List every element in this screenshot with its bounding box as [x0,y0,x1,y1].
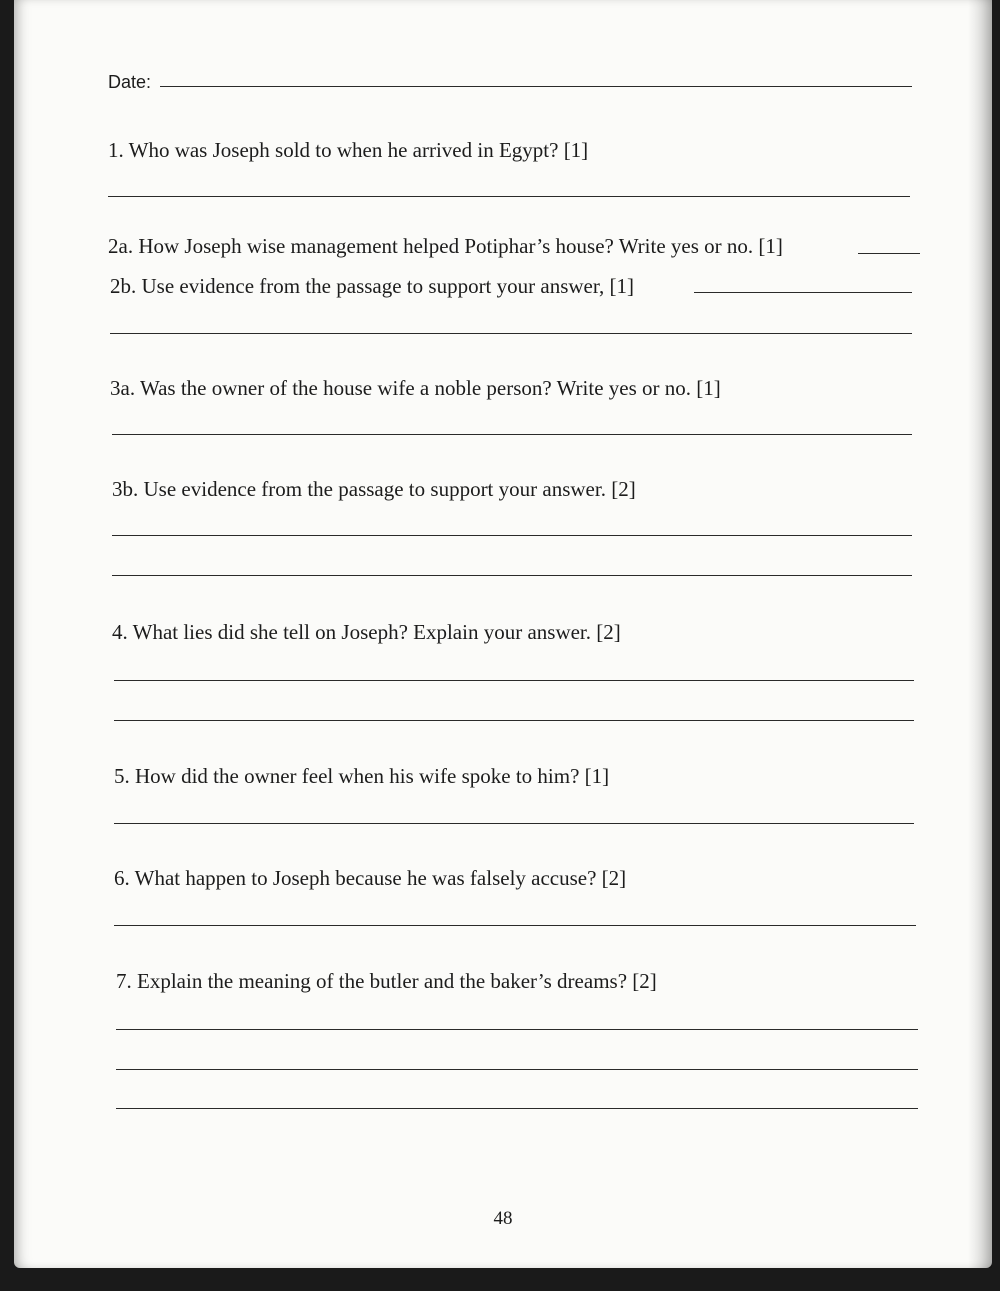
page-number: 48 [493,1208,513,1229]
question-3a: 3a. Was the owner of the house wife a noble person? Write yes or no. [1] [110,376,721,400]
question-1: 1. Who was Joseph sold to when he arrived in Egypt? [1] [108,138,589,162]
answer-line-3a[interactable] [112,434,912,435]
question-2b: 2b. Use evidence from the passage to support your answer, [1] [110,274,635,298]
answer-line-4-2[interactable] [114,720,914,721]
answer-line-6[interactable] [114,925,916,926]
answer-line-3b-2[interactable] [112,575,912,576]
question-3b: 3b. Use evidence from the passage to support your answer. [2] [112,477,636,501]
question-4: 4. What lies did she tell on Joseph? Explain your answer. [2] [112,620,621,644]
answer-line-2b-inline[interactable] [694,292,912,293]
question-7: 7. Explain the meaning of the butler and the baker’s dreams? [2] [116,969,657,993]
answer-line-2a-inline[interactable] [858,253,920,254]
answer-line-7-2[interactable] [116,1069,918,1070]
date-answer-line[interactable] [160,86,912,87]
answer-line-7-1[interactable] [116,1029,918,1030]
answer-line-3b-1[interactable] [112,535,912,536]
answer-line-1[interactable] [108,196,910,197]
question-6: 6. What happen to Joseph because he was falsely accuse? [2] [114,866,627,890]
worksheet-page [14,0,992,1268]
question-2a: 2a. How Joseph wise management helped Potiphar’s house? Write yes or no. [1] [108,234,783,258]
answer-line-4-1[interactable] [114,680,914,681]
answer-line-5[interactable] [114,823,914,824]
answer-line-7-3[interactable] [116,1108,918,1109]
page-edge-shadow [968,0,992,1268]
question-5: 5. How did the owner feel when his wife spoke to him? [1] [114,764,610,788]
date-label: Date: [108,72,152,92]
answer-line-2b[interactable] [110,333,912,334]
